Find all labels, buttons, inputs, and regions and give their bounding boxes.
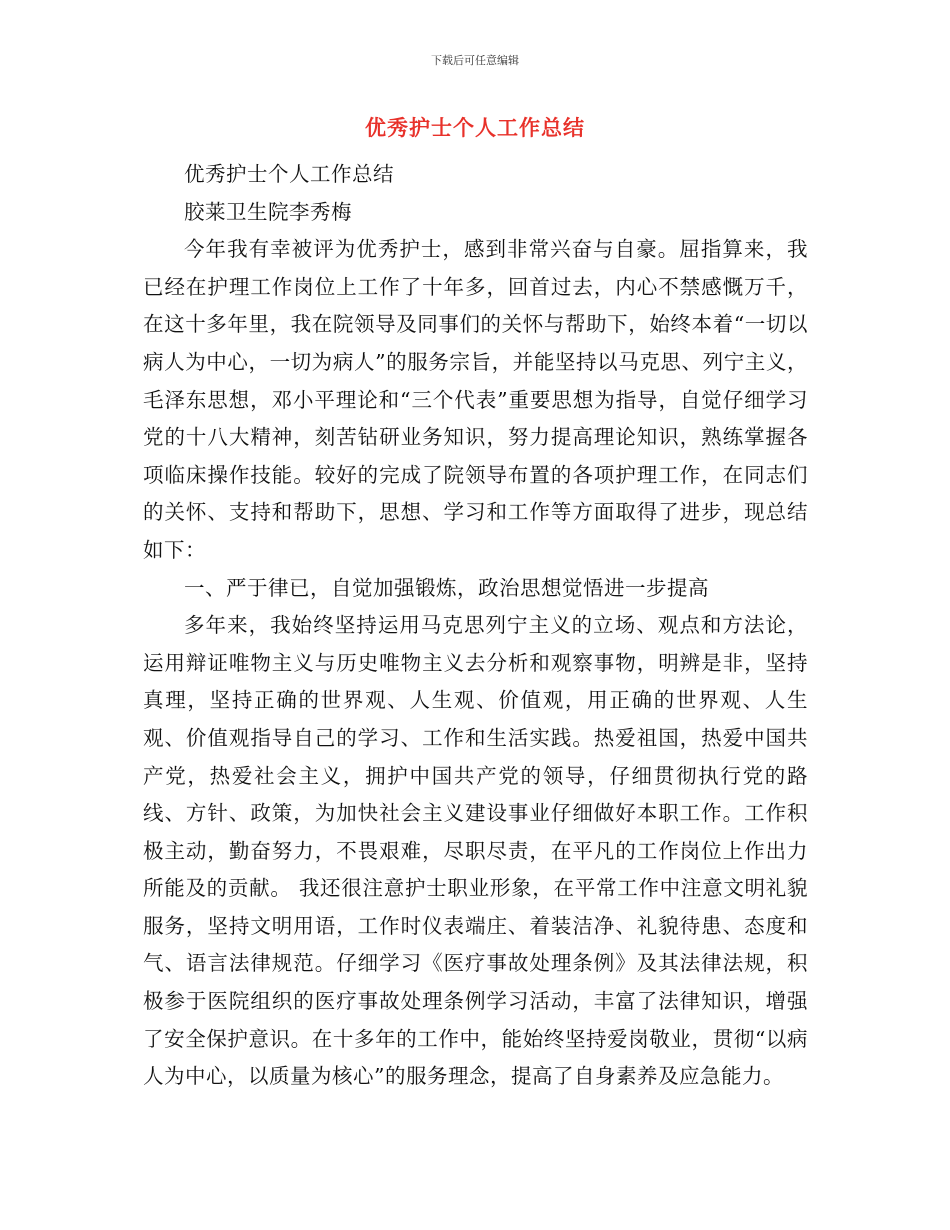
paragraph-intro: 今年我有幸被评为优秀护士，感到非常兴奋与自豪。屈指算来，我已经在护理工作岗位上工作了十年多，回首过去，内心不禁感慨万千，在这十多年里，我在院领导及同事们的关怀与帮助下，始终本着“一切以病人为中心，一切为病人”的服务宗旨，并能坚持以马克思、列宁主义，毛泽东思想，邓小平理论和“三个代表”重要思想为指导，自觉仔细学习党的十八大精神，刻苦钻研业务知识，努力提高理论知识，熟练掌握各项临床操作技能。较好的完成了院领导布置的各项护理工作，在同志们的关怀、支持和帮助下，思想、学习和工作等方面取得了进步，现总结如下： — [143, 237, 808, 562]
paragraph-subtitle: 优秀护士个人工作总结 — [184, 162, 394, 186]
document-title: 优秀护士个人工作总结 — [365, 116, 585, 140]
header-note: 下载后可任意编辑 — [431, 54, 519, 67]
document-body — [143, 156, 808, 1096]
paragraph-author: 胶莱卫生院李秀梅 — [184, 199, 352, 224]
section-heading-1: 一、严于律已，自觉加强锻炼，政治思想觉悟进一步提高 — [184, 575, 709, 600]
paragraph-section-1: 多年来，我始终坚持运用马克思列宁主义的立场、观点和方法论，运用辩证唯物主义与历史唯物主义去分析和观察事物，明辨是非，坚持真理，坚持正确的世界观、人生观、价值观，用正确的世界观、人生观、价值观指导自己的学习、工作和生活实践。热爱祖国，热爱中国共产党，热爱社会主义，拥护中国共产党的领导，仔细贯彻执行党的路线、方针、政策，为加快社会主义建设事业仔细做好本职工作。工作积极主动，勤奋努力，不畏艰难，尽职尽责，在平凡的工作岗位上作出力所能及的贡献。 我还很注意护士职业形象，在平常工作中注意文明礼貌服务，坚持文明用语，工作时仪表端庄、着装洁净、礼貌待患、态度和气、语言法律规范。仔细学习《医疗事故处理条例》及其法律法规，积极参于医院组织的医疗事故处理条例学习活动，丰富了法律知识，增强了安全保护意识。在十多年的工作中，能始终坚持爱岗敬业，贯彻“以病人为中心，以质量为核心”的服务理念，提高了自身素养及应急能力。 — [143, 613, 808, 1089]
